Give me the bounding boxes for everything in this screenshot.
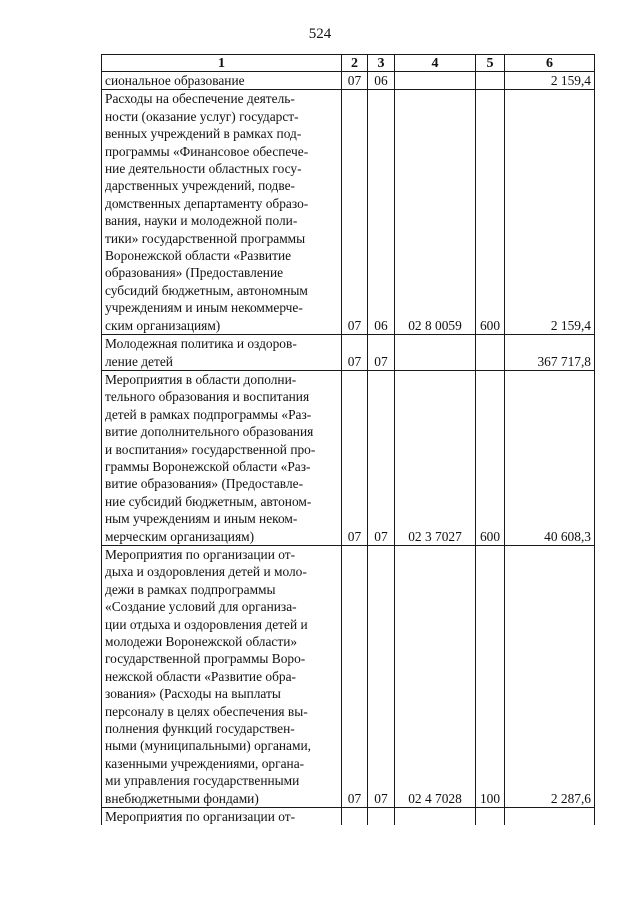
table-row [102, 72, 595, 90]
row-section [342, 808, 368, 826]
row-subsection: 06 [368, 72, 395, 90]
header-col-3: 3 [368, 55, 395, 72]
row-section: 07 [342, 335, 368, 371]
row-section: 07 [342, 370, 368, 545]
row-amount: 2 159,4 [505, 72, 595, 90]
row-name: Мероприятия в области дополни- тельного образования и воспитания детей в рамках подпрограммы «Раз- витие дополнительного образования и воспитания» государственной про- граммы Воронежской области «Раз- витие образования» (Предоставле- ние субсидий бюджетным, автоном- ным учреждениям и иным неком- мерческим организациям) [102, 370, 342, 545]
row-expense-type [476, 808, 505, 826]
row-name: Расходы на обеспечение деятель- ности (оказание услуг) государст- венных учреждений в рамках под- программы «Финансовое обеспече- ние деятельности областных госу- дарственных учреждений, подве- домственных департаменту образо- вания, науки и молодежной поли- тики» государственной программы Воронежской области «Развитие образования» (Предоставление субсидий бюджетным, автономным учреждениям и иным некоммерче- ским организациям) [102, 90, 342, 335]
table-header-row [102, 55, 595, 72]
row-expense-type: 100 [476, 545, 505, 807]
header-col-2: 2 [342, 55, 368, 72]
row-target-article: 02 8 0059 [395, 90, 476, 335]
row-subsection: 06 [368, 90, 395, 335]
table-row [102, 370, 595, 545]
header-col-4: 4 [395, 55, 476, 72]
row-section: 07 [342, 545, 368, 807]
header-col-1: 1 [102, 55, 342, 72]
row-amount: 2 287,6 [505, 545, 595, 807]
table-row [102, 808, 595, 826]
row-target-article [395, 72, 476, 90]
budget-table [101, 54, 595, 825]
row-name: Мероприятия по организации от- дыха и оздоровления детей и моло- дежи в рамках подпрограммы «Создание условий для организа- ции отдыха и оздоровления детей и молодежи Воронежской области» государственной программы Воро- нежской области «Развитие обра- зования» (Расходы на выплаты персоналу в целях обеспечения вы- полнения функций государствен- ными (муниципальными) органами, казенными учреждениями, органа- ми управления государственными внебюджетными фондами) [102, 545, 342, 807]
row-amount: 367 717,8 [505, 335, 595, 371]
row-amount: 40 608,3 [505, 370, 595, 545]
row-expense-type [476, 335, 505, 371]
row-target-article [395, 335, 476, 371]
row-expense-type [476, 72, 505, 90]
row-amount [505, 808, 595, 826]
table-row [102, 90, 595, 335]
row-subsection: 07 [368, 370, 395, 545]
row-expense-type: 600 [476, 370, 505, 545]
row-name: сиональное образование [102, 72, 342, 90]
row-section: 07 [342, 72, 368, 90]
table-row [102, 335, 595, 371]
row-name: Молодежная политика и оздоров- ление детей [102, 335, 342, 371]
row-subsection: 07 [368, 545, 395, 807]
row-subsection: 07 [368, 335, 395, 371]
table-row [102, 545, 595, 807]
row-target-article: 02 4 7028 [395, 545, 476, 807]
header-col-6: 6 [505, 55, 595, 72]
row-amount: 2 159,4 [505, 90, 595, 335]
header-col-5: 5 [476, 55, 505, 72]
row-expense-type: 600 [476, 90, 505, 335]
row-target-article: 02 3 7027 [395, 370, 476, 545]
row-subsection [368, 808, 395, 826]
page-number: 524 [308, 26, 332, 42]
row-name: Мероприятия по организации от- [102, 808, 342, 826]
row-section: 07 [342, 90, 368, 335]
row-target-article [395, 808, 476, 826]
